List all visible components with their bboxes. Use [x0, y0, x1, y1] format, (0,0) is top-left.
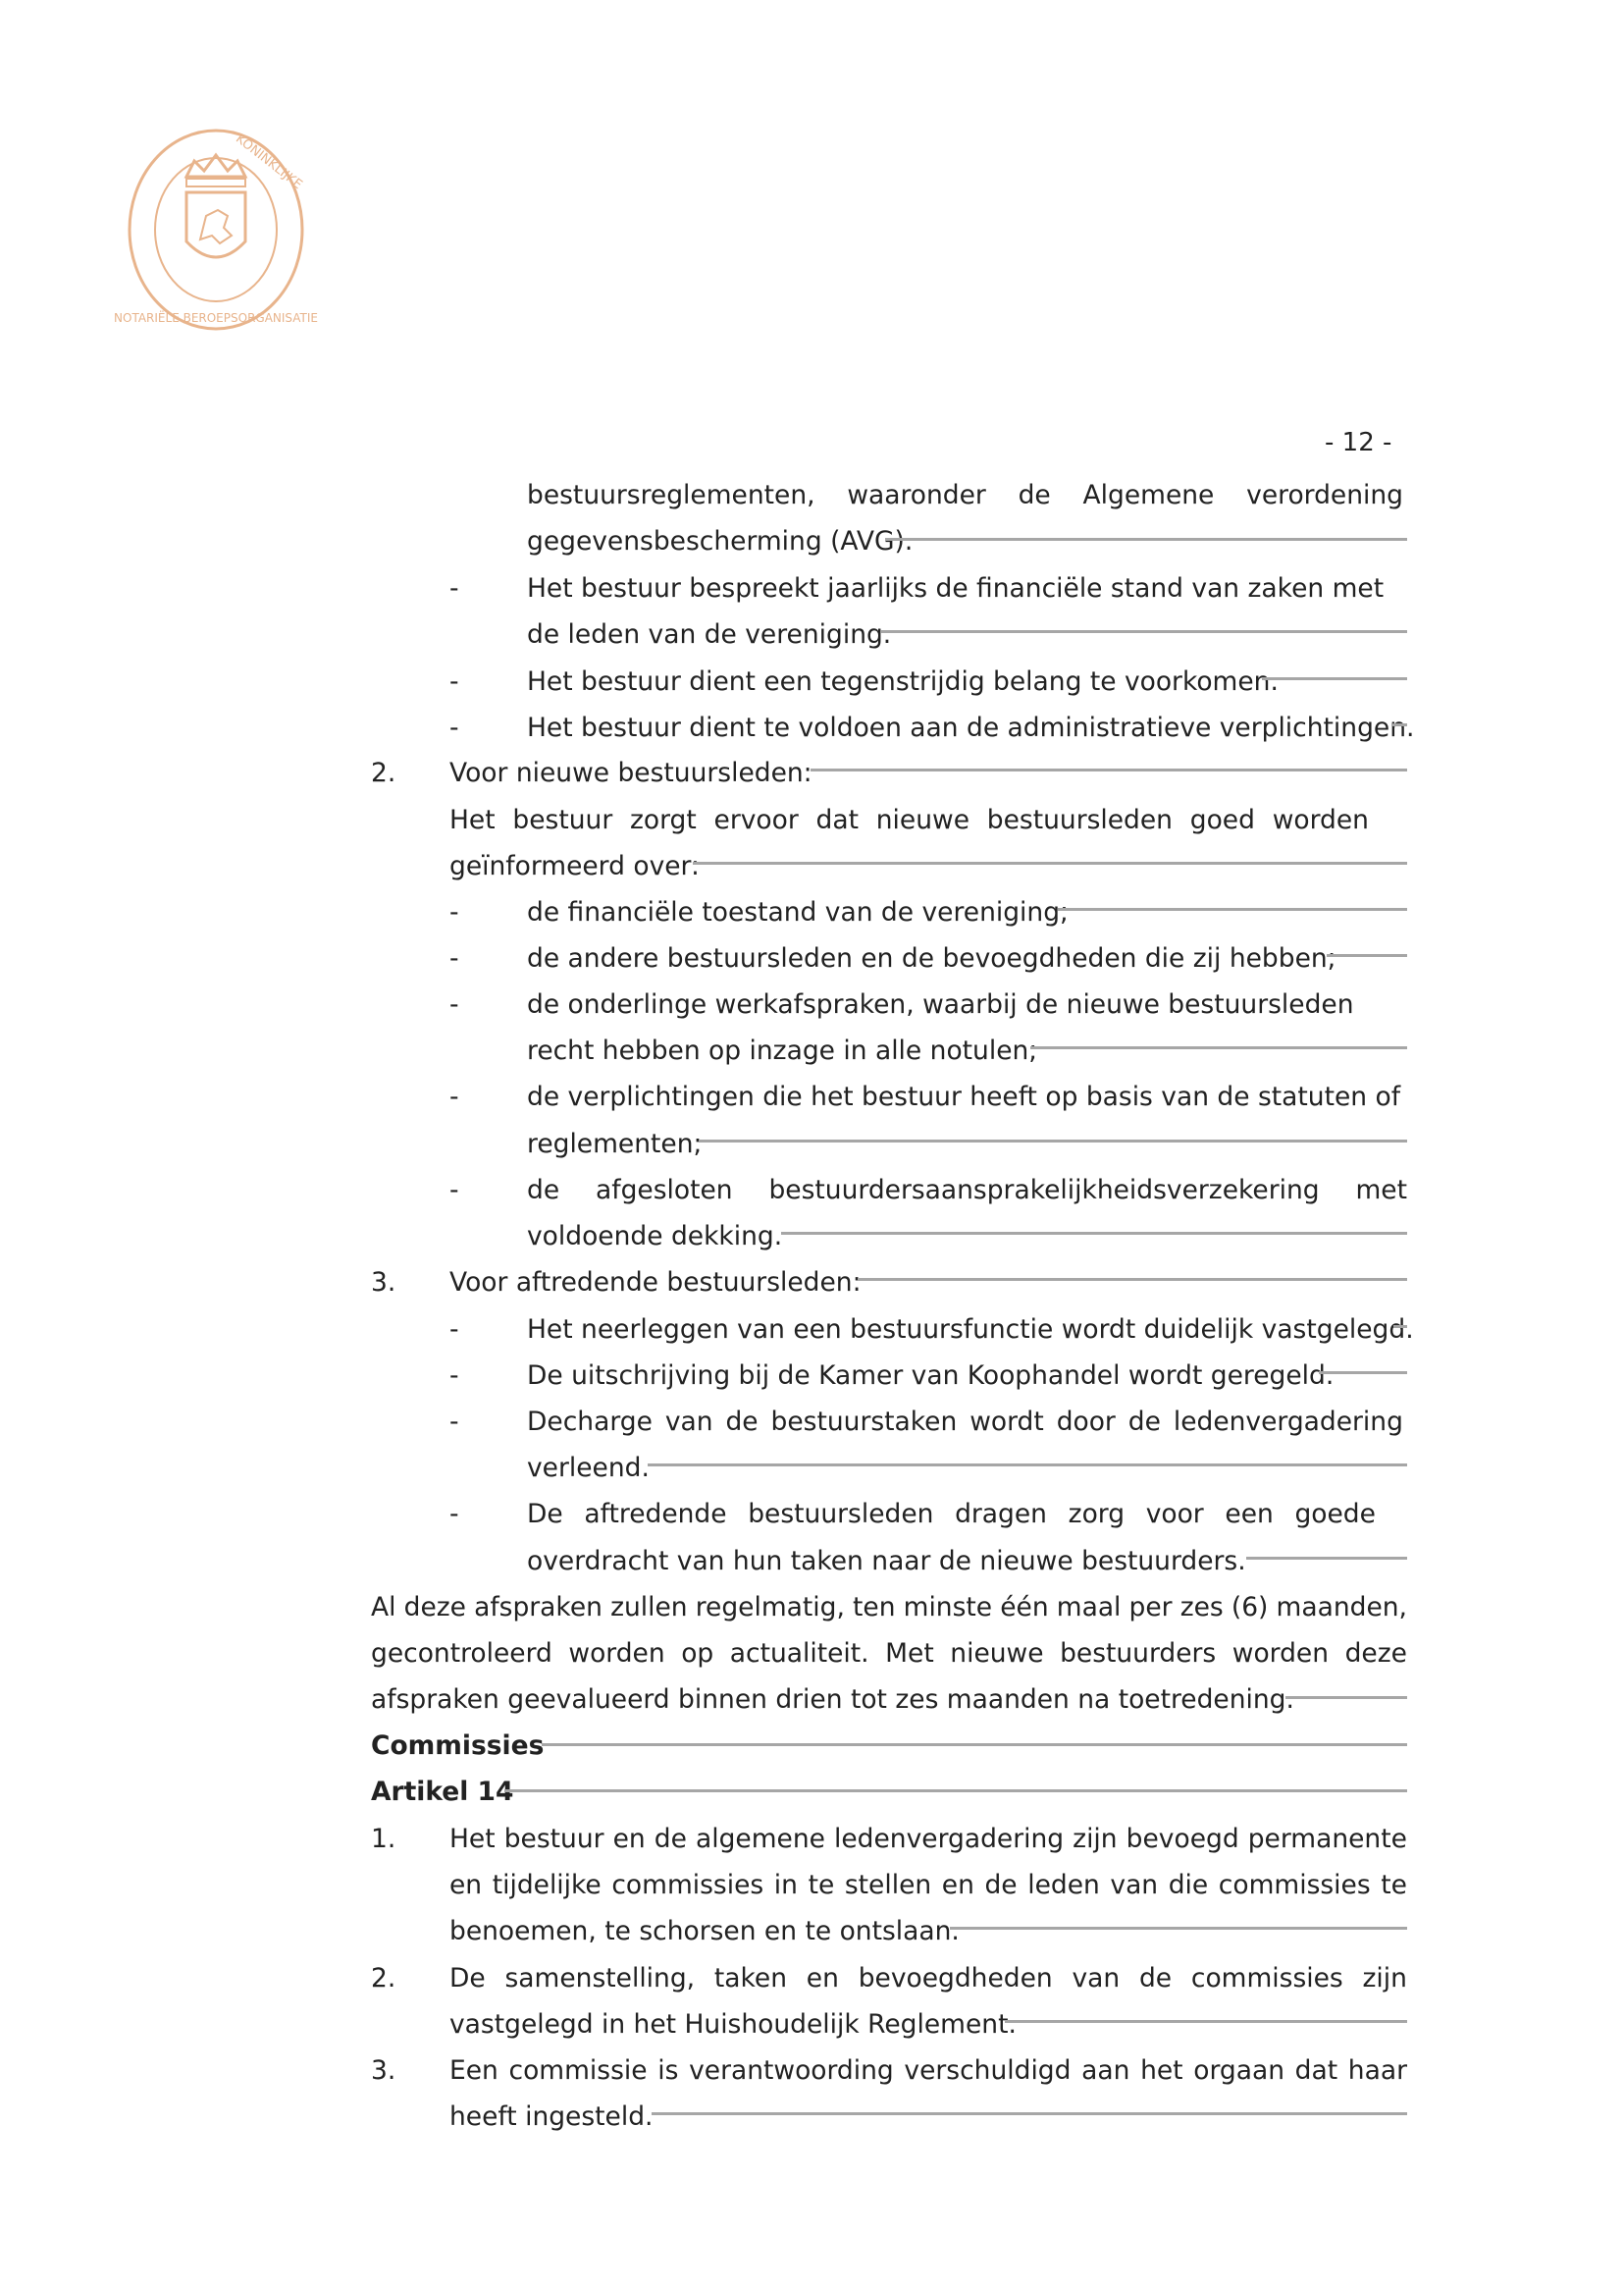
word: die — [1168, 1870, 1209, 1900]
word: bestuursleden — [986, 805, 1173, 835]
fill-rule — [504, 1789, 1407, 1792]
word: ledenvergadering — [834, 1824, 1065, 1854]
word: bestuur — [503, 1824, 604, 1854]
word: bestuurstaken — [770, 1407, 958, 1437]
word: en — [449, 1870, 483, 1900]
word: Al — [371, 1592, 396, 1622]
heading-artikel: Artikel 14 — [371, 1777, 514, 1807]
fill-rule — [693, 862, 1407, 865]
word: minste — [903, 1592, 993, 1622]
word: algemene — [695, 1824, 825, 1854]
fill-rule — [542, 1743, 1407, 1746]
word: de — [1018, 480, 1051, 510]
word: haar — [1347, 2055, 1407, 2086]
word: zijn — [1073, 1824, 1118, 1854]
word: maal — [1056, 1592, 1122, 1622]
heading-commissies: Commissies — [371, 1730, 545, 1761]
text-line-content: Het neerleggen van een bestuursfunctie wordt duidelijk vastgelegd. — [527, 1314, 1414, 1345]
text-line-content: Het bestuur dient een tegenstrijdig belang te voorkomen. — [527, 666, 1279, 697]
fill-rule — [1391, 723, 1407, 726]
word: bestuurdersaansprakelijkheidsverzekering — [768, 1175, 1320, 1205]
bullet-dash: - — [449, 713, 459, 743]
text-line-content: Voor aftredende bestuursleden: — [449, 1267, 862, 1298]
word: voor — [1145, 1499, 1204, 1529]
word: zes — [1179, 1592, 1224, 1622]
word: commissies — [611, 1870, 764, 1900]
word: deze — [1344, 1638, 1407, 1669]
text-line-content: gegevensbescherming (AVG). — [527, 526, 914, 557]
word: aan — [1081, 2055, 1130, 2086]
word: afspraken — [474, 1592, 602, 1622]
word: bevoegdheden — [858, 1963, 1053, 1994]
text-line-content: overdracht van hun taken naar de nieuwe bestuurders. — [527, 1546, 1246, 1576]
word: dat — [1294, 2055, 1338, 2086]
fill-rule — [1058, 908, 1407, 911]
bullet-dash: - — [449, 1175, 459, 1205]
bullet-dash: - — [449, 1499, 459, 1529]
word: verantwoording — [689, 2055, 894, 2086]
bullet-dash: - — [449, 989, 459, 1020]
word: zorgt — [630, 805, 697, 835]
word: Algemene — [1082, 480, 1215, 510]
fill-rule — [950, 1927, 1407, 1930]
text-line-content: de andere bestuursleden en de bevoegdheden die zij hebben; — [527, 943, 1336, 974]
word: bestuursleden — [748, 1499, 934, 1529]
word: de — [725, 1407, 759, 1437]
word: regelmatig, — [695, 1592, 845, 1622]
justified-line — [371, 1584, 1407, 1631]
item-number: 3. — [371, 2055, 396, 2086]
text-line-content: afspraken geevalueerd binnen drien tot zes maanden na toetredening. — [371, 1684, 1294, 1715]
word: wordt — [969, 1407, 1044, 1437]
bullet-dash: - — [449, 1360, 459, 1391]
word: met — [1355, 1175, 1407, 1205]
word: is — [657, 2055, 679, 2086]
organisation-seal-logo — [114, 126, 318, 334]
text-line-content: vastgelegd in het Huishoudelijk Reglement. — [449, 2009, 1017, 2040]
fill-rule — [811, 769, 1407, 771]
bullet-dash: - — [449, 1407, 459, 1437]
justified-line — [449, 1955, 1407, 2002]
word: commissie — [508, 2055, 648, 2086]
word: Een — [449, 2055, 498, 2086]
word: ervoor — [713, 805, 799, 835]
word: samenstelling, — [504, 1963, 696, 1994]
word: permanente — [1247, 1824, 1407, 1854]
word: dragen — [955, 1499, 1047, 1529]
word: gecontroleerd — [371, 1638, 552, 1669]
fill-rule — [881, 630, 1407, 633]
word: de — [654, 1824, 687, 1854]
word: verschuldigd — [904, 2055, 1072, 2086]
item-number: 2. — [371, 758, 396, 788]
word: een — [1225, 1499, 1274, 1529]
word: zullen — [610, 1592, 688, 1622]
word: worden — [1231, 1638, 1330, 1669]
text-line-content: heeft ingesteld. — [449, 2101, 654, 2132]
word: actualiteit. — [729, 1638, 869, 1669]
text-line-content: Het bestuur bespreekt jaarlijks de financiële stand van zaken met — [527, 573, 1385, 604]
fill-rule — [1030, 1046, 1407, 1049]
item-number: 3. — [371, 1267, 396, 1298]
word: deze — [403, 1592, 466, 1622]
word: ten — [853, 1592, 896, 1622]
word: leden — [1027, 1870, 1100, 1900]
fill-rule — [1327, 954, 1407, 957]
word: het — [1140, 2055, 1183, 2086]
svg-text:NOTARIËLE BEROEPSORGANISATIE: NOTARIËLE BEROEPSORGANISATIE — [114, 311, 318, 325]
word: per — [1128, 1592, 1173, 1622]
word: worden — [568, 1638, 665, 1669]
word: de — [527, 1175, 560, 1205]
word: De — [527, 1499, 563, 1529]
fill-rule — [1285, 1696, 1407, 1699]
word: de — [984, 1870, 1018, 1900]
word: bestuur — [512, 805, 613, 835]
word: één — [1000, 1592, 1049, 1622]
word: maanden, — [1276, 1592, 1407, 1622]
justified-line — [527, 472, 1403, 519]
fill-rule — [1246, 1557, 1407, 1560]
fill-rule — [1393, 1325, 1407, 1328]
word: waaronder — [847, 480, 986, 510]
fill-rule — [781, 1232, 1407, 1235]
text-line-content: De uitschrijving bij de Kamer van Koophandel wordt geregeld. — [527, 1360, 1335, 1391]
word: en — [612, 1824, 646, 1854]
word: te — [1381, 1870, 1407, 1900]
word: nieuwe — [875, 805, 969, 835]
fill-rule — [648, 1463, 1407, 1466]
text-line-content: geïnformeerd over: — [449, 851, 700, 881]
word: op — [681, 1638, 714, 1669]
bullet-dash: - — [449, 1314, 459, 1345]
text-line-content: verleend. — [527, 1453, 650, 1483]
word: zorg — [1068, 1499, 1126, 1529]
word: van — [1072, 1963, 1121, 1994]
word: afgesloten — [596, 1175, 733, 1205]
word: zijn — [1362, 1963, 1407, 1994]
justified-line — [449, 1816, 1407, 1863]
text-line-content: de leden van de vereniging. — [527, 619, 892, 650]
word: Het — [449, 805, 496, 835]
justified-line — [527, 1167, 1407, 1214]
page-number: - 12 - — [1325, 428, 1392, 457]
word: nieuwe — [950, 1638, 1044, 1669]
word: Decharge — [527, 1407, 653, 1437]
word: taken — [713, 1963, 788, 1994]
justified-line — [527, 1491, 1376, 1538]
item-number: 2. — [371, 1963, 396, 1994]
text-line-content: reglementen; — [527, 1129, 703, 1159]
word: aftredende — [584, 1499, 727, 1529]
fill-rule — [1005, 2020, 1407, 2023]
fill-rule — [1262, 677, 1407, 680]
bullet-dash: - — [449, 897, 459, 928]
word: in — [773, 1870, 798, 1900]
word: en — [806, 1963, 839, 1994]
svg-text:KONINKLIJKE: KONINKLIJKE — [233, 132, 305, 193]
word: verordening — [1246, 480, 1403, 510]
text-line-content: de verplichtingen die het bestuur heeft op basis van de statuten of — [527, 1082, 1401, 1112]
justified-line — [527, 1399, 1403, 1446]
text-line-content: voldoende dekking. — [527, 1221, 783, 1251]
word: bestuurders — [1060, 1638, 1217, 1669]
word: goede — [1294, 1499, 1376, 1529]
text-line-content: recht hebben op inzage in alle notulen; — [527, 1036, 1038, 1066]
text-line-content: de financiële toestand van de vereniging; — [527, 897, 1069, 928]
word: orgaan — [1193, 2055, 1284, 2086]
word: worden — [1272, 805, 1369, 835]
bullet-dash: - — [449, 573, 459, 604]
word: van — [664, 1407, 713, 1437]
fill-rule — [1319, 1371, 1407, 1374]
text-line-content: Voor nieuwe bestuursleden: — [449, 758, 812, 788]
word: stellen — [844, 1870, 932, 1900]
word: Het — [449, 1824, 496, 1854]
justified-line — [449, 797, 1369, 844]
word: van — [1110, 1870, 1159, 1900]
word: en — [941, 1870, 974, 1900]
text-line-content: benoemen, te schorsen en te ontslaan. — [449, 1916, 960, 1946]
word: tijdelijke — [492, 1870, 602, 1900]
word: goed — [1189, 805, 1255, 835]
justified-line — [449, 1862, 1407, 1909]
word: commissies — [1218, 1870, 1371, 1900]
word: (6) — [1231, 1592, 1269, 1622]
word: door — [1056, 1407, 1116, 1437]
fill-rule — [699, 1140, 1407, 1143]
word: Met — [885, 1638, 934, 1669]
text-line-content: Het bestuur dient te voldoen aan de administratieve verplichtingen. — [527, 713, 1415, 743]
bullet-dash: - — [449, 943, 459, 974]
item-number: 1. — [371, 1824, 396, 1854]
bullet-dash: - — [449, 1082, 459, 1112]
word: dat — [815, 805, 859, 835]
text-line-content: de onderlinge werkafspraken, waarbij de nieuwe bestuursleden — [527, 989, 1354, 1020]
word: te — [808, 1870, 835, 1900]
justified-line — [371, 1630, 1407, 1677]
justified-line — [449, 2047, 1407, 2095]
word: commissies — [1190, 1963, 1343, 1994]
word: de — [1127, 1407, 1161, 1437]
fill-rule — [652, 2112, 1407, 2115]
word: bestuursreglementen, — [527, 480, 815, 510]
word: ledenvergadering — [1173, 1407, 1403, 1437]
fill-rule — [858, 1278, 1407, 1281]
bullet-dash: - — [449, 666, 459, 697]
word: de — [1138, 1963, 1173, 1994]
word: bevoegd — [1126, 1824, 1239, 1854]
word: De — [449, 1963, 486, 1994]
fill-rule — [885, 538, 1407, 541]
